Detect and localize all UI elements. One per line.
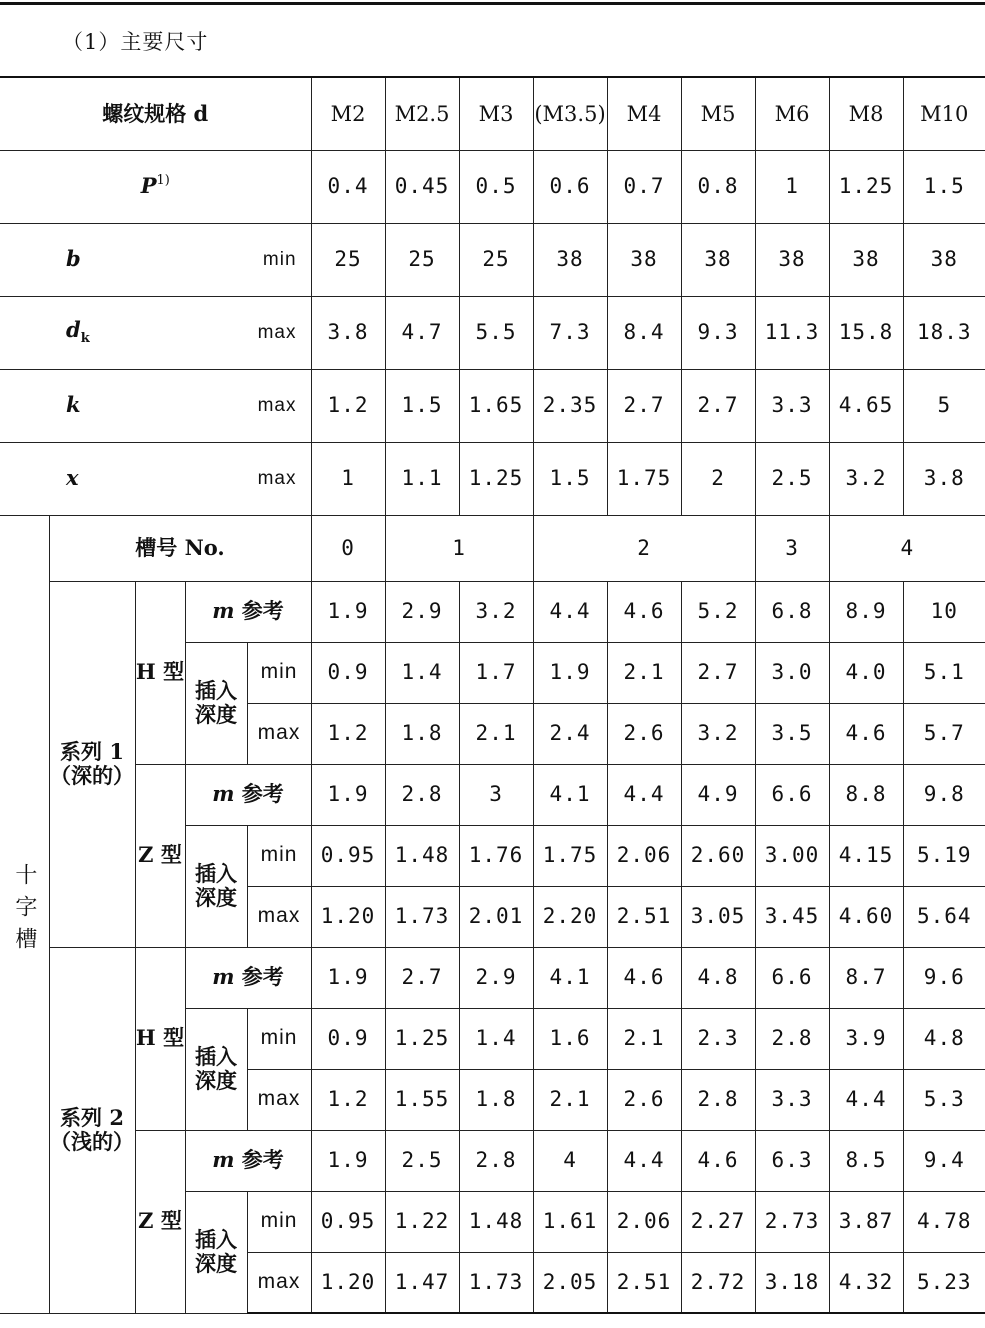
min-label: min — [247, 1191, 311, 1252]
m-ref-label — [185, 764, 311, 825]
value-cell: 7.3 — [533, 296, 607, 369]
value-cell: 2.3 — [681, 1008, 755, 1069]
value-cell: 3.0 — [755, 642, 829, 703]
value-cell: 0.7 — [607, 150, 681, 223]
b-row — [0, 223, 985, 296]
s2-h-m-row — [0, 947, 985, 1008]
s2-z-m-row — [0, 1130, 985, 1191]
insert-depth-line2: 深度 — [195, 885, 237, 910]
recess-no-label: 槽号 No. — [49, 515, 311, 581]
value-cell: 1.5 — [533, 442, 607, 515]
value-cell: 4.4 — [607, 1130, 681, 1191]
value-cell: 1.48 — [385, 825, 459, 886]
value-cell: 1.5 — [385, 369, 459, 442]
value-cell: 4.4 — [533, 581, 607, 642]
value-cell: 5.19 — [903, 825, 985, 886]
value-cell: 38 — [829, 223, 903, 296]
value-cell: 4.1 — [533, 947, 607, 1008]
series1-subtitle: （深的） — [50, 763, 134, 788]
value-cell: 4.6 — [607, 581, 681, 642]
value-cell: 3.45 — [755, 886, 829, 947]
value-cell: 1.6 — [533, 1008, 607, 1069]
value-cell: 0.6 — [533, 150, 607, 223]
value-cell: 2.1 — [607, 1008, 681, 1069]
recess-no-cell: 1 — [385, 515, 533, 581]
m-symbol: m — [212, 598, 235, 624]
m-ref-text: 参考 — [234, 1147, 284, 1173]
value-cell: 1.8 — [459, 1069, 533, 1130]
value-cell: 0.5 — [459, 150, 533, 223]
dk-subscript: k — [80, 331, 90, 347]
limit-label: max — [257, 321, 297, 343]
value-cell: 6.3 — [755, 1130, 829, 1191]
limit-label: max — [257, 467, 297, 489]
z-type-label: Z 型 — [135, 764, 185, 947]
value-cell: 3.5 — [755, 703, 829, 764]
series2-subtitle: （浅的） — [50, 1129, 134, 1154]
value-cell: 1.9 — [311, 581, 385, 642]
size-cell: M2.5 — [385, 77, 459, 150]
value-cell: 5.23 — [903, 1252, 985, 1313]
top-rule — [0, 2, 985, 5]
value-cell: 2.7 — [681, 369, 755, 442]
max-label: max — [247, 703, 311, 764]
insert-depth-label — [185, 825, 247, 947]
value-cell: 2.8 — [681, 1069, 755, 1130]
value-cell: 2.5 — [755, 442, 829, 515]
value-cell: 0.4 — [311, 150, 385, 223]
value-cell: 2.6 — [607, 1069, 681, 1130]
recess-no-cell: 3 — [755, 515, 829, 581]
value-cell: 4.32 — [829, 1252, 903, 1313]
m-ref-text: 参考 — [234, 964, 284, 990]
pitch-label — [0, 150, 311, 223]
value-cell: 4.15 — [829, 825, 903, 886]
value-cell: 38 — [681, 223, 755, 296]
value-cell: 1.65 — [459, 369, 533, 442]
value-cell: 11.3 — [755, 296, 829, 369]
b-label — [0, 223, 311, 296]
value-cell: 1.4 — [459, 1008, 533, 1069]
cross-recess-text: 十字槽 — [11, 863, 37, 960]
value-cell: 3.05 — [681, 886, 755, 947]
value-cell: 1.9 — [311, 764, 385, 825]
k-row — [0, 369, 985, 442]
insert-depth-line2: 深度 — [195, 1068, 237, 1093]
value-cell: 5.5 — [459, 296, 533, 369]
insert-depth-line1: 插入 — [195, 677, 237, 703]
value-cell: 6.6 — [755, 764, 829, 825]
value-cell: 3.2 — [829, 442, 903, 515]
value-cell: 38 — [533, 223, 607, 296]
value-cell: 1.20 — [311, 886, 385, 947]
value-cell: 1 — [311, 442, 385, 515]
value-cell: 6.8 — [755, 581, 829, 642]
x-row — [0, 442, 985, 515]
size-cell: M2 — [311, 77, 385, 150]
insert-depth-line1: 插入 — [195, 1043, 237, 1069]
value-cell: 1.2 — [311, 703, 385, 764]
value-cell: 3 — [459, 764, 533, 825]
value-cell: 5.3 — [903, 1069, 985, 1130]
limit-label: min — [262, 248, 297, 270]
dk-row — [0, 296, 985, 369]
value-cell: 9.6 — [903, 947, 985, 1008]
value-cell: 4.8 — [903, 1008, 985, 1069]
value-cell: 2.8 — [385, 764, 459, 825]
s1-h-m-row — [0, 581, 985, 642]
size-cell: M4 — [607, 77, 681, 150]
value-cell: 2.72 — [681, 1252, 755, 1313]
value-cell: 2.05 — [533, 1252, 607, 1313]
pitch-footnote: 1) — [156, 173, 170, 189]
value-cell: 2.51 — [607, 886, 681, 947]
value-cell: 1.73 — [459, 1252, 533, 1313]
value-cell: 3.2 — [459, 581, 533, 642]
recess-no-cell: 2 — [533, 515, 755, 581]
value-cell: 0.45 — [385, 150, 459, 223]
k-symbol: k — [66, 392, 81, 418]
insert-depth-label — [185, 1191, 247, 1313]
value-cell: 5 — [903, 369, 985, 442]
value-cell: 2.9 — [385, 581, 459, 642]
value-cell: 4.6 — [607, 947, 681, 1008]
value-cell: 3.18 — [755, 1252, 829, 1313]
value-cell: 1.9 — [311, 947, 385, 1008]
k-label — [0, 369, 311, 442]
m-ref-text: 参考 — [234, 781, 284, 807]
value-cell: 2.9 — [459, 947, 533, 1008]
size-cell: M3 — [459, 77, 533, 150]
value-cell: 3.2 — [681, 703, 755, 764]
recess-no-row — [0, 515, 985, 581]
value-cell: 1.1 — [385, 442, 459, 515]
value-cell: 4.0 — [829, 642, 903, 703]
value-cell: 3.00 — [755, 825, 829, 886]
value-cell: 8.7 — [829, 947, 903, 1008]
value-cell: 1.25 — [459, 442, 533, 515]
thread-size-label: 螺纹规格 d — [0, 77, 311, 150]
value-cell: 4.6 — [829, 703, 903, 764]
value-cell: 1.55 — [385, 1069, 459, 1130]
value-cell: 2.06 — [607, 1191, 681, 1252]
value-cell: 3.3 — [755, 369, 829, 442]
cross-recess-label — [0, 515, 49, 1313]
dk-label — [0, 296, 311, 369]
value-cell: 1.61 — [533, 1191, 607, 1252]
limit-label: max — [257, 394, 297, 416]
value-cell: 0.8 — [681, 150, 755, 223]
value-cell: 2.60 — [681, 825, 755, 886]
value-cell: 1.20 — [311, 1252, 385, 1313]
series1-label — [49, 581, 135, 947]
value-cell: 2.1 — [533, 1069, 607, 1130]
value-cell: 1.25 — [829, 150, 903, 223]
series2-label — [49, 947, 135, 1313]
value-cell: 18.3 — [903, 296, 985, 369]
dimensions-table — [0, 76, 985, 1314]
z-type-label: Z 型 — [135, 1130, 185, 1313]
value-cell: 1 — [755, 150, 829, 223]
value-cell: 8.9 — [829, 581, 903, 642]
insert-depth-label — [185, 642, 247, 764]
h-type-label: H 型 — [135, 581, 185, 764]
size-cell: (M3.5) — [533, 77, 607, 150]
value-cell: 1.2 — [311, 369, 385, 442]
insert-depth-line2: 深度 — [195, 702, 237, 727]
b-symbol: b — [66, 246, 81, 272]
value-cell: 1.7 — [459, 642, 533, 703]
insert-depth-line1: 插入 — [195, 860, 237, 886]
value-cell: 1.76 — [459, 825, 533, 886]
value-cell: 5.2 — [681, 581, 755, 642]
value-cell: 1.9 — [311, 1130, 385, 1191]
value-cell: 0.9 — [311, 642, 385, 703]
size-cell: M6 — [755, 77, 829, 150]
dk-symbol — [66, 318, 90, 347]
m-ref-label — [185, 1130, 311, 1191]
value-cell: 8.8 — [829, 764, 903, 825]
value-cell: 1.47 — [385, 1252, 459, 1313]
value-cell: 3.8 — [903, 442, 985, 515]
value-cell: 2.1 — [607, 642, 681, 703]
max-label: max — [247, 1252, 311, 1313]
value-cell: 4.9 — [681, 764, 755, 825]
value-cell: 38 — [903, 223, 985, 296]
value-cell: 2.8 — [459, 1130, 533, 1191]
value-cell: 4.60 — [829, 886, 903, 947]
dk-main: d — [66, 317, 81, 343]
min-label: min — [247, 1008, 311, 1069]
value-cell: 1.75 — [533, 825, 607, 886]
value-cell: 1.48 — [459, 1191, 533, 1252]
value-cell: 3.8 — [311, 296, 385, 369]
value-cell: 2.7 — [681, 642, 755, 703]
value-cell: 2.27 — [681, 1191, 755, 1252]
value-cell: 4.78 — [903, 1191, 985, 1252]
m-symbol: m — [212, 964, 235, 990]
value-cell: 8.5 — [829, 1130, 903, 1191]
value-cell: 25 — [459, 223, 533, 296]
value-cell: 2.7 — [607, 369, 681, 442]
value-cell: 8.4 — [607, 296, 681, 369]
recess-no-cell: 4 — [829, 515, 985, 581]
size-cell: M8 — [829, 77, 903, 150]
value-cell: 10 — [903, 581, 985, 642]
insert-depth-label — [185, 1008, 247, 1130]
value-cell: 4.8 — [681, 947, 755, 1008]
h-type-label: H 型 — [135, 947, 185, 1130]
series2-title: 系列 2 — [60, 1104, 124, 1130]
m-ref-label — [185, 581, 311, 642]
value-cell: 2.8 — [755, 1008, 829, 1069]
recess-no-cell: 0 — [311, 515, 385, 581]
value-cell: 9.3 — [681, 296, 755, 369]
x-symbol: x — [66, 465, 79, 491]
value-cell: 1.8 — [385, 703, 459, 764]
insert-depth-line1: 插入 — [195, 1226, 237, 1252]
value-cell: 0.9 — [311, 1008, 385, 1069]
size-cell: M5 — [681, 77, 755, 150]
value-cell: 2.1 — [459, 703, 533, 764]
m-symbol: m — [212, 781, 235, 807]
value-cell: 2 — [681, 442, 755, 515]
x-label — [0, 442, 311, 515]
value-cell: 9.8 — [903, 764, 985, 825]
value-cell: 2.7 — [385, 947, 459, 1008]
value-cell: 1.9 — [533, 642, 607, 703]
value-cell: 4.7 — [385, 296, 459, 369]
value-cell: 1.73 — [385, 886, 459, 947]
value-cell: 5.7 — [903, 703, 985, 764]
value-cell: 4.4 — [607, 764, 681, 825]
max-label: max — [247, 1069, 311, 1130]
value-cell: 2.6 — [607, 703, 681, 764]
value-cell: 2.4 — [533, 703, 607, 764]
value-cell: 1.5 — [903, 150, 985, 223]
value-cell: 4.1 — [533, 764, 607, 825]
value-cell: 4.6 — [681, 1130, 755, 1191]
value-cell: 1.75 — [607, 442, 681, 515]
value-cell: 4 — [533, 1130, 607, 1191]
value-cell: 2.51 — [607, 1252, 681, 1313]
m-ref-label — [185, 947, 311, 1008]
value-cell: 9.4 — [903, 1130, 985, 1191]
value-cell: 2.35 — [533, 369, 607, 442]
insert-depth-line2: 深度 — [195, 1251, 237, 1276]
value-cell: 15.8 — [829, 296, 903, 369]
value-cell: 25 — [311, 223, 385, 296]
size-cell: M10 — [903, 77, 985, 150]
s1-z-m-row — [0, 764, 985, 825]
pitch-row — [0, 150, 985, 223]
value-cell: 3.9 — [829, 1008, 903, 1069]
value-cell: 38 — [755, 223, 829, 296]
value-cell: 3.3 — [755, 1069, 829, 1130]
value-cell: 1.4 — [385, 642, 459, 703]
value-cell: 1.25 — [385, 1008, 459, 1069]
value-cell: 1.22 — [385, 1191, 459, 1252]
value-cell: 6.6 — [755, 947, 829, 1008]
thread-size-row — [0, 77, 985, 150]
min-label: min — [247, 825, 311, 886]
value-cell: 1.2 — [311, 1069, 385, 1130]
m-symbol: m — [212, 1147, 235, 1173]
value-cell: 3.87 — [829, 1191, 903, 1252]
max-label: max — [247, 886, 311, 947]
value-cell: 5.64 — [903, 886, 985, 947]
value-cell: 0.95 — [311, 825, 385, 886]
value-cell: 38 — [607, 223, 681, 296]
value-cell: 0.95 — [311, 1191, 385, 1252]
value-cell: 25 — [385, 223, 459, 296]
value-cell: 5.1 — [903, 642, 985, 703]
series1-title: 系列 1 — [60, 738, 124, 764]
value-cell: 2.5 — [385, 1130, 459, 1191]
value-cell: 2.01 — [459, 886, 533, 947]
value-cell: 4.4 — [829, 1069, 903, 1130]
value-cell: 2.06 — [607, 825, 681, 886]
pitch-symbol: P — [140, 173, 157, 199]
m-ref-text: 参考 — [234, 598, 284, 624]
min-label: min — [247, 642, 311, 703]
value-cell: 2.20 — [533, 886, 607, 947]
value-cell: 2.73 — [755, 1191, 829, 1252]
section-heading: （1）主要尺寸 — [62, 30, 209, 54]
value-cell: 4.65 — [829, 369, 903, 442]
